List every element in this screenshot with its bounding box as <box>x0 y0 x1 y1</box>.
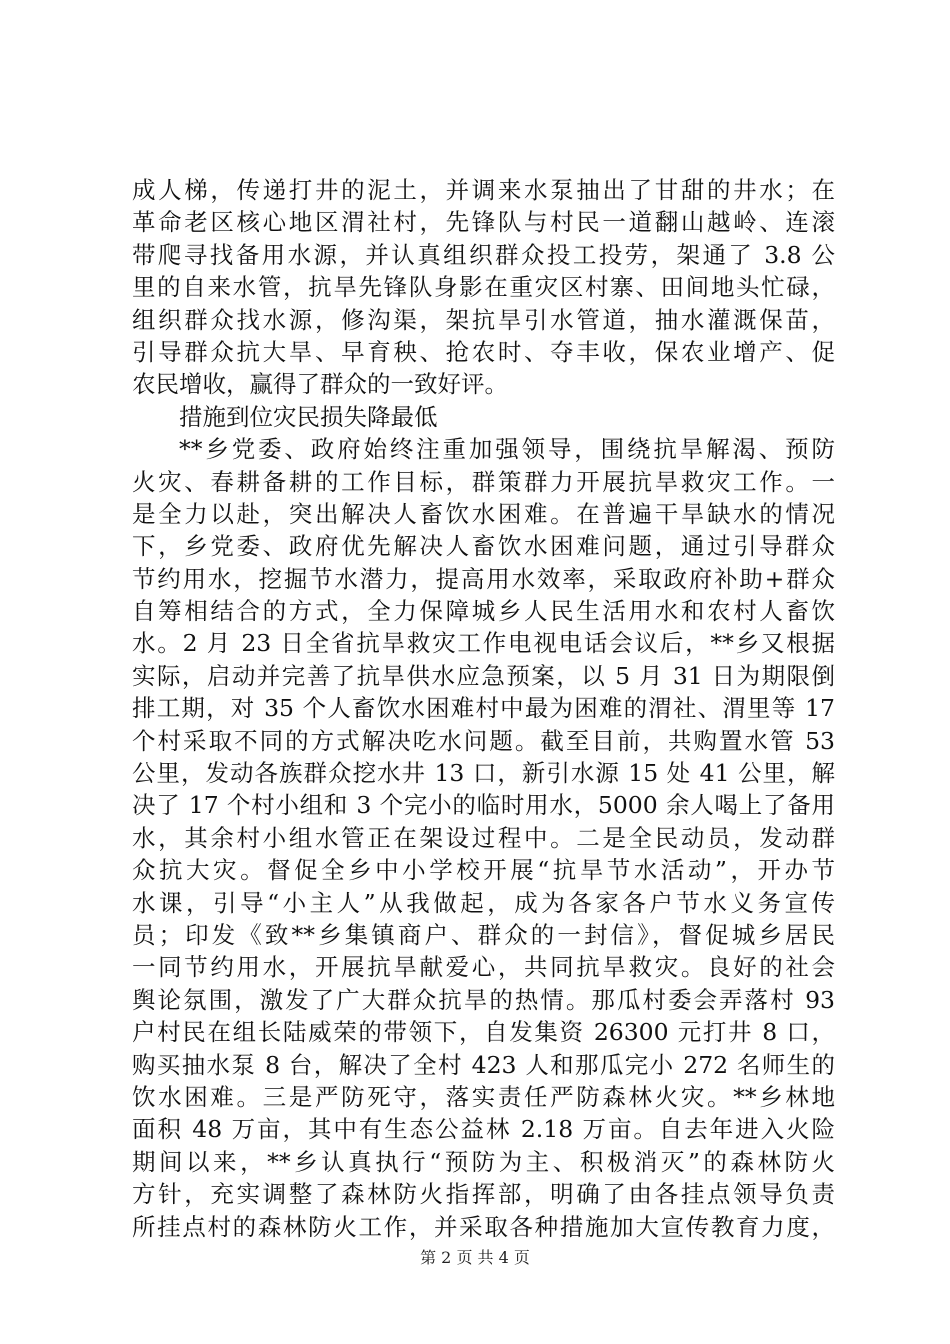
text-line: 引导群众抗大旱、早育秧、抢农时、夺丰收，保农业增产、促 <box>132 337 835 366</box>
text-line: 组织群众找水源，修沟渠，架抗旱引水管道，抽水灌溉保苗， <box>132 305 835 334</box>
text-line: 节约用水，挖掘节水潜力，提高用水效率，采取政府补助+群众 <box>132 564 835 593</box>
text-line: 水，其余村小组水管正在架设过程中。二是全民动员，发动群 <box>132 823 835 852</box>
text-line: 实际，启动并完善了抗旱供水应急预案，以 5 月 31 日为期限倒 <box>132 661 835 690</box>
text-line: 舆论氛围，激发了广大群众抗旱的热情。那瓜村委会弄落村 93 <box>132 985 835 1014</box>
text-line: 员；印发《致**乡集镇商户、群众的一封信》，督促城乡居民 <box>132 920 835 949</box>
text-line: 期间以来，**乡认真执行“预防为主、积极消灭”的森林防火 <box>132 1147 835 1176</box>
page-number: 第 2 页 共 4 页 <box>420 1248 530 1267</box>
text-line: 自筹相结合的方式，全力保障城乡人民生活用水和农村人畜饮 <box>132 597 835 626</box>
text-line: 饮水困难。三是严防死守，落实责任严防森林火灾。**乡林地 <box>132 1082 835 1111</box>
document-body <box>132 174 835 1243</box>
section-heading: 措施到位灾民损失降最低 <box>179 402 438 431</box>
text-line: 一同节约用水，开展抗旱献爱心，共同抗旱救灾。良好的社会 <box>132 953 835 982</box>
text-line: 所挂点村的森林防火工作，并采取各种措施加大宣传教育力度， <box>132 1212 835 1241</box>
text-line: 公里，发动各族群众挖水井 13 口，新引水源 15 处 41 公里，解 <box>132 759 835 788</box>
text-line: 众抗大灾。督促全乡中小学校开展“抗旱节水活动”，开办节 <box>132 856 835 885</box>
text-line: 成人梯，传递打井的泥土，并调来水泵抽出了甘甜的井水；在 <box>132 176 835 204</box>
paragraph <box>132 174 835 401</box>
text-line: 面积 48 万亩，其中有生态公益林 2.18 万亩。自去年进入火险 <box>132 1115 835 1144</box>
text-line: 户村民在组长陆威荣的带领下，自发集资 26300 元打井 8 口， <box>132 1018 835 1047</box>
text-line: 是全力以赴，突出解决人畜饮水困难。在普遍干旱缺水的情况 <box>132 499 835 528</box>
text-line: 排工期，对 35 个人畜饮水困难村中最为困难的渭社、渭里等 17 <box>132 694 835 723</box>
text-line: 个村采取不同的方式解决吃水问题。截至目前，共购置水管 53 <box>132 726 835 755</box>
text-line: 水。2 月 23 日全省抗旱救灾工作电视电话会议后，**乡又根据 <box>132 629 835 658</box>
text-line: **乡党委、政府始终注重加强领导，围绕抗旱解渴、预防 <box>179 435 835 464</box>
text-line: 水课，引导“小主人”从我做起，成为各家各户节水义务宣传 <box>132 888 835 917</box>
text-line: 农民增收，赢得了群众的一致好评。 <box>132 370 508 399</box>
text-line: 下，乡党委、政府优先解决人畜饮水困难问题，通过引导群众 <box>132 532 835 561</box>
text-line: 革命老区核心地区渭社村，先锋队与村民一道翻山越岭、连滚 <box>132 208 835 237</box>
page-footer <box>0 1245 950 1268</box>
text-line: 方针，充实调整了森林防火指挥部，明确了由各挂点领导负责 <box>132 1180 835 1209</box>
text-line: 决了 17 个村小组和 3 个完小的临时用水，5000 余人喝上了备用 <box>132 791 835 820</box>
text-line: 里的自来水管，抗旱先锋队身影在重灾区村寨、田间地头忙碌， <box>132 273 835 302</box>
paragraph <box>132 433 835 1243</box>
text-line: 购买抽水泵 8 台，解决了全村 423 人和那瓜完小 272 名师生的 <box>132 1050 835 1079</box>
text-line: 火灾、春耕备耕的工作目标，群策群力开展抗旱救灾工作。一 <box>132 467 835 496</box>
text-line: 带爬寻找备用水源，并认真组织群众投工投劳，架通了 3.8 公 <box>132 240 835 269</box>
